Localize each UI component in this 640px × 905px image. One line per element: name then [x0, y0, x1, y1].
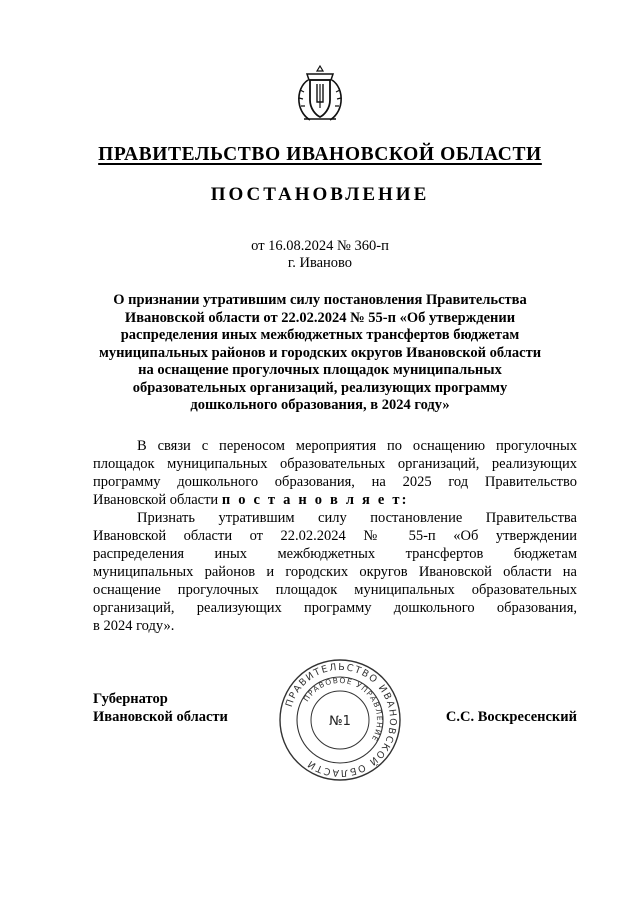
signatory-title	[93, 691, 228, 726]
document-meta	[0, 238, 640, 272]
title-line: образовательных организаций, реализующих программу	[132, 379, 508, 396]
city: г. Иваново	[287, 255, 353, 271]
signatory-title-line: Губернатор	[93, 691, 168, 707]
body-line: Признать утратившим силу постановление Правительства	[137, 510, 577, 526]
title-line: на оснащение прогулочных площадок муниципальных	[138, 362, 502, 378]
title-line: распределения иных межбюджетных трансфертов бюджетам	[120, 327, 520, 343]
stamp-ring-text: ПРАВИТЕЛЬСТВО ИВАНОВСКОЙ ОБЛАСТИ	[283, 661, 399, 779]
signatory-name: С.С. Воскресенский	[445, 709, 577, 725]
body-line: В связи с переносом мероприятия по оснащению прогулочных	[137, 438, 577, 454]
coat-of-arms-emblem	[290, 62, 350, 124]
organization-name: ПРАВИТЕЛЬСТВО ИВАНОВСКОЙ ОБЛАСТИ	[98, 144, 542, 165]
body-line: программу дошкольного образования, на 2025 год Правительство	[93, 474, 577, 490]
title-line: О признании утратившим силу постановления Правительства	[113, 292, 527, 308]
resolves-keyword: п о с т а н о в л я е т:	[221, 492, 409, 508]
date-number: от 16.08.2024 № 360-п	[251, 238, 389, 254]
official-stamp	[278, 658, 402, 782]
document-title	[0, 292, 640, 415]
body-text: Ивановской области	[93, 492, 219, 508]
stamp-number: №1	[329, 714, 351, 729]
body-line	[93, 492, 577, 510]
body-line: в 2024 году».	[93, 618, 175, 634]
body-line: площадок муниципальных образовательных организаций, реализующих	[93, 456, 577, 472]
document-type: ПОСТАНОВЛЕНИЕ	[210, 184, 430, 205]
title-line: дошкольного образования, в 2024 году»	[190, 397, 450, 413]
stamp-inner-text: ПРАВОВОЕ УПРАВЛЕНИЕ	[301, 675, 385, 744]
title-line: Ивановской области от 22.02.2024 № 55-п «Об утверждении	[124, 309, 516, 326]
body-line: муниципальных районов и городских округов Ивановской области на	[93, 564, 577, 580]
body-line: организаций, реализующих программу дошкольного образования,	[93, 600, 577, 616]
body-line: распределения иных межбюджетных трансфертов бюджетам	[93, 546, 577, 562]
body-line: оснащение прогулочных площадок муниципальных образовательных	[93, 582, 577, 598]
title-line: муниципальных районов и городских округов Ивановской области	[98, 344, 542, 361]
signatory-title-line: Ивановской области	[93, 708, 228, 725]
body-line: Ивановской области от 22.02.2024 № 55-п «Об утверждении	[93, 528, 577, 544]
